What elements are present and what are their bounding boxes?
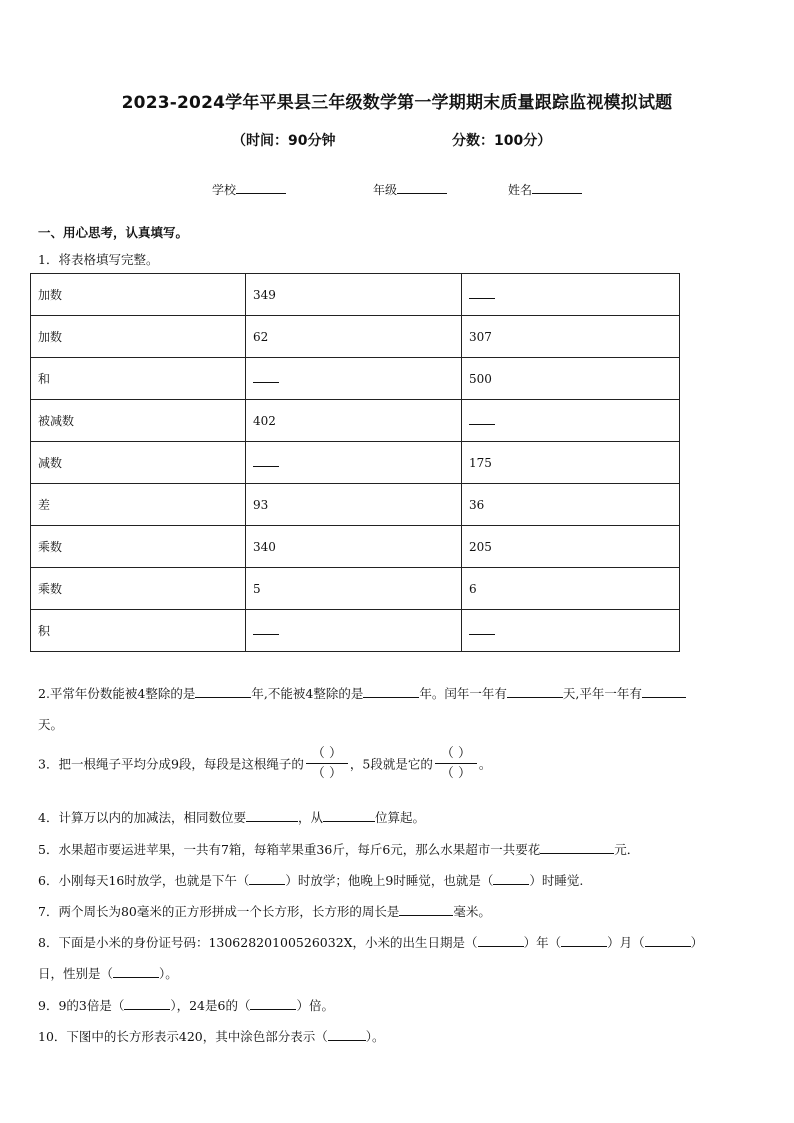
question-7 [38, 902, 491, 920]
q9-text-b: ），24是6的（ [170, 998, 251, 1013]
blank-cell[interactable] [246, 442, 462, 484]
table-row [31, 400, 680, 442]
grade-blank[interactable] [397, 181, 447, 194]
fill-table [30, 273, 680, 652]
q9-text-c: ）倍。 [296, 998, 334, 1013]
row-label-cell: 和 [31, 358, 246, 400]
q4-text-c: 位算起。 [374, 810, 425, 825]
value-cell: 500 [462, 358, 680, 400]
exam-score: 分数：100分） [452, 133, 552, 149]
q7-text-b: 毫米。 [453, 904, 491, 919]
q8-text-e: 日，性别是（ [38, 966, 114, 981]
exam-meta [0, 130, 794, 152]
q2-text-c: 年。闰年一年有 [419, 686, 507, 701]
value-cell: 5 [246, 568, 462, 610]
q2-blank-3[interactable] [507, 685, 563, 698]
value-cell: 402 [246, 400, 462, 442]
q8-blank-day[interactable] [645, 934, 691, 947]
q8-text-a: 8．下面是小米的身份证号码：13062820100526032X，小米的出生日期是（ [38, 935, 478, 950]
q4-blank-2[interactable] [323, 809, 375, 822]
q10-text-a: 10．下图中的长方形表示420，其中涂色部分表示（ [38, 1029, 328, 1044]
grade-field[interactable] [373, 181, 447, 198]
answer-blank[interactable] [253, 624, 279, 635]
q8-blank-month[interactable] [561, 934, 607, 947]
table-row [31, 358, 680, 400]
q8-text-c: ）月（ [607, 935, 645, 950]
question-8 [38, 933, 703, 951]
row-label-cell: 积 [31, 610, 246, 652]
q5-text-b: 元． [614, 842, 640, 857]
blank-cell[interactable] [462, 610, 680, 652]
question-9 [38, 996, 334, 1014]
q7-blank-1[interactable] [399, 903, 453, 916]
q4-text-b: ，从 [297, 810, 323, 825]
q3-fraction-2-den: （ ） [440, 766, 471, 781]
value-cell: 175 [462, 442, 680, 484]
answer-blank[interactable] [469, 624, 495, 635]
question-5 [38, 840, 639, 858]
name-blank[interactable] [532, 181, 582, 194]
q8-text-f: ）。 [159, 966, 178, 981]
answer-blank[interactable] [469, 288, 495, 299]
q3-text-c: 。 [478, 756, 492, 772]
table-row [31, 568, 680, 610]
q5-blank-1[interactable] [540, 841, 614, 854]
name-label: 姓名 [508, 183, 533, 197]
q8-text-d: ） [690, 935, 704, 950]
q2-text-a: 2.平常年份数能被4整除的是 [38, 686, 196, 701]
student-info [0, 181, 794, 201]
row-label-cell: 差 [31, 484, 246, 526]
blank-cell[interactable] [246, 610, 462, 652]
q6-blank-1[interactable] [249, 872, 285, 885]
q10-text-b: ）。 [365, 1029, 385, 1044]
value-cell: 6 [462, 568, 680, 610]
row-label-cell: 被减数 [31, 400, 246, 442]
blank-cell[interactable] [246, 358, 462, 400]
section-1-title: 一、用心思考，认真填写。 [38, 225, 189, 240]
q4-text-a: 4．计算万以内的加减法，相同数位要 [38, 810, 246, 825]
q8-blank-gender[interactable] [113, 965, 159, 978]
table-row [31, 526, 680, 568]
page-title: 2023-2024学年平果县三年级数学第一学期期末质量跟踪监视模拟试题 [121, 93, 673, 113]
blank-cell[interactable] [462, 274, 680, 316]
row-label-cell: 乘数 [31, 568, 246, 610]
name-field[interactable] [508, 181, 582, 198]
table-row [31, 442, 680, 484]
table-row [31, 610, 680, 652]
q3-fraction-1-num: （ ） [306, 746, 348, 764]
q4-blank-1[interactable] [246, 809, 298, 822]
school-label: 学校 [212, 183, 237, 197]
row-label-cell: 加数 [31, 316, 246, 358]
value-cell: 36 [462, 484, 680, 526]
question-3 [38, 746, 491, 781]
row-label-cell: 加数 [31, 274, 246, 316]
question-8-cont [38, 964, 178, 982]
grade-label: 年级 [373, 183, 398, 197]
answer-blank[interactable] [469, 414, 495, 425]
table-row [31, 274, 680, 316]
q3-text-b: ，5段就是它的 [349, 756, 433, 772]
school-blank[interactable] [236, 181, 286, 194]
q9-blank-2[interactable] [250, 997, 296, 1010]
q2-text-b: 年,不能被4整除的是 [251, 686, 364, 701]
q6-text-c: ）时睡觉. [529, 873, 584, 888]
value-cell: 349 [246, 274, 462, 316]
value-cell: 340 [246, 526, 462, 568]
row-label-cell: 乘数 [31, 526, 246, 568]
question-6 [38, 871, 583, 889]
q2-blank-2[interactable] [363, 685, 419, 698]
question-2-cont: 天。 [38, 717, 64, 732]
q9-blank-1[interactable] [124, 997, 170, 1010]
q3-fraction-1[interactable] [306, 746, 348, 781]
value-cell: 307 [462, 316, 680, 358]
q2-text-d: 天,平年一年有 [562, 686, 642, 701]
q6-blank-2[interactable] [493, 872, 529, 885]
answer-blank[interactable] [253, 456, 279, 467]
value-cell: 62 [246, 316, 462, 358]
answer-blank[interactable] [253, 372, 279, 383]
table-row [31, 484, 680, 526]
q9-text-a: 9．9的3倍是（ [38, 998, 125, 1013]
q2-blank-1[interactable] [195, 685, 251, 698]
table-row [31, 316, 680, 358]
q3-fraction-1-den: （ ） [311, 766, 342, 781]
blank-cell[interactable] [462, 400, 680, 442]
question-10 [38, 1027, 385, 1045]
row-label-cell: 减数 [31, 442, 246, 484]
q2-blank-4[interactable] [642, 685, 686, 698]
q8-blank-year[interactable] [478, 934, 524, 947]
q7-text-a: 7．两个周长为80毫米的正方形拼成一个长方形，长方形的周长是 [38, 904, 400, 919]
question-4 [38, 808, 425, 826]
value-cell: 205 [462, 526, 680, 568]
q8-text-b: ）年（ [523, 935, 562, 950]
q5-text-a: 5．水果超市要运进苹果，一共有7箱，每箱苹果重36斤，每斤6元，那么水果超市一共要花 [38, 842, 541, 857]
q3-text-a: 3．把一根绳子平均分成9段，每段是这根绳子的 [38, 756, 304, 772]
q10-blank-1[interactable] [328, 1028, 366, 1041]
question-2 [38, 684, 686, 702]
q3-fraction-2[interactable] [435, 746, 477, 781]
q3-fraction-2-num: （ ） [435, 746, 477, 764]
value-cell: 93 [246, 484, 462, 526]
exam-time: （时间：90分钟 [232, 133, 336, 149]
q6-text-b: ）时放学；他晚上9时睡觉，也就是（ [285, 873, 494, 888]
question-1: 1．将表格填写完整。 [38, 252, 159, 267]
q6-text-a: 6．小刚每天16时放学，也就是下午（ [38, 873, 250, 888]
school-field[interactable] [212, 181, 286, 198]
